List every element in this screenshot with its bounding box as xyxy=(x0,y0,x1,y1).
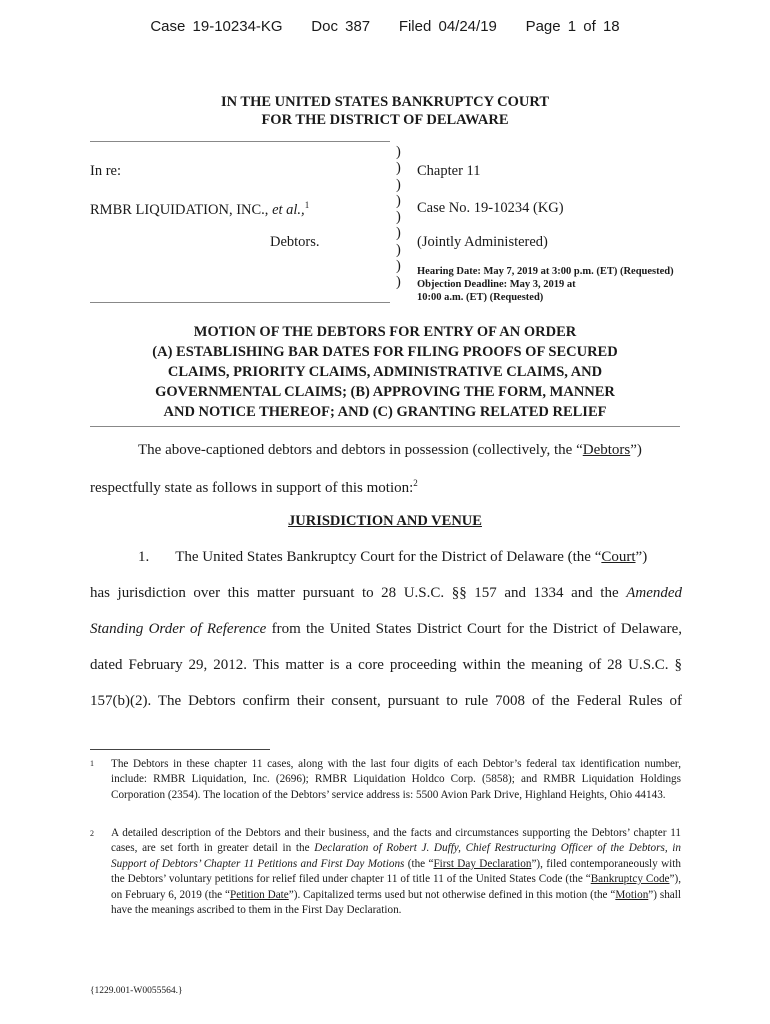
footnote-ref-2: 2 xyxy=(413,478,418,488)
para-number: 1. xyxy=(138,549,150,565)
footnote-2: A detailed description of the Debtors and their business, and the facts and circumstances supporting the Debtors’ chapter 11 cases, are set forth in greater detail in the Declaration of Robert J. Duffy, Chief Restructuring Officer of the Debtors, in Support of Debtors’ Chapter 11 Petitions and First Day Motions (the “First Day Declaration”), filed contemporaneously with the Debtors’ voluntary petitions for relief filed under chapter 11 of title 11 of the United States Code (the “Bankruptcy Code”), on February 6, 2019 (the “Petition Date”). Capitalized terms used but not otherwise defined in this motion (the “Motion”) shall have the meanings ascribed to them in the First Day Declaration. xyxy=(111,827,682,917)
court-name-line2: FOR THE DISTRICT OF DELAWARE xyxy=(261,112,509,128)
footnote-separator xyxy=(90,749,270,750)
motion-title-line1: MOTION OF THE DEBTORS FOR ENTRY OF AN ORDER xyxy=(193,324,577,340)
title-rule xyxy=(90,426,680,427)
caption-paren-column: ) ) ) ) ) ) ) ) ) xyxy=(396,144,401,291)
para1-line4: dated February 29, 2012. This matter is a core proceeding within the meaning of 28 U.S.C. § xyxy=(90,657,682,673)
jointly-administered-label: (Jointly Administered) xyxy=(417,234,548,250)
defined-term-court: Court xyxy=(601,549,636,565)
para1-line1: 1. The United States Bankruptcy Court for the District of Delaware (the “Court”) xyxy=(138,549,648,565)
intro-line1: The above-captioned debtors and debtors in possession (collectively, the “Debtors”) xyxy=(138,442,642,458)
defined-term-first-day-declaration: First Day Declaration xyxy=(433,857,532,870)
para1-line3: Standing Order of Reference from the United States District Court for the District of Delaware, xyxy=(90,621,683,637)
ecf-header xyxy=(0,18,770,35)
chapter-label: Chapter 11 xyxy=(417,163,481,179)
defined-term-bankruptcy-code: Bankruptcy Code xyxy=(590,873,670,886)
section-heading: JURISDICTION AND VENUE xyxy=(288,513,482,529)
debtors-label: Debtors. xyxy=(270,234,320,250)
in-re-label: In re: xyxy=(90,163,121,179)
motion-title-line2: (A) ESTABLISHING BAR DATES FOR FILING PROOFS OF SECURED xyxy=(152,344,618,360)
et-al: et al., xyxy=(272,201,305,218)
footnote-1: The Debtors in these chapter 11 cases, along with the last four digits of each Debtor’s federal tax identification number, include: RMBR Liquidation, Inc. (2696); RMBR Liquidation Holdco Corp. (5858); and RMBR Liquidation Holdings Corporation (2354). The location of the Debtors’ service address is: 5500 Avion Park Drive, Highland Heights, Ohio 44143. xyxy=(111,758,681,801)
court-name-line1: IN THE UNITED STATES BANKRUPTCY COURT xyxy=(220,94,550,110)
caption-top-rule xyxy=(90,141,390,142)
debtor-name: RMBR LIQUIDATION, INC., xyxy=(90,201,269,218)
intro-line2: respectfully state as follows in support of this motion:$^2$ xyxy=(90,478,418,496)
debtor-caption-name xyxy=(90,200,309,219)
case-number: Case 19-10234-KG xyxy=(150,18,283,35)
defined-term-motion: Motion xyxy=(615,888,649,901)
motion-title-line4: GOVERNMENTAL CLAIMS; (B) APPROVING THE FORM, MANNER xyxy=(155,384,615,400)
page-number: Page 1 of 18 xyxy=(525,18,620,35)
para1-line2: has jurisdiction over this matter pursuant to 28 U.S.C. §§ 157 and 1334 and the Amended xyxy=(90,585,683,601)
doc-number: Doc 387 xyxy=(311,18,371,35)
caption-bottom-rule xyxy=(90,302,390,303)
document-id-footer: {1229.001-W0055564.} xyxy=(90,986,183,996)
case-no-label: Case No. 19-10234 (KG) xyxy=(417,200,564,216)
motion-title-line3: CLAIMS, PRIORITY CLAIMS, ADMINISTRATIVE CLAIMS, AND xyxy=(167,364,603,380)
defined-term-debtors: Debtors xyxy=(582,442,631,458)
objection-deadline: Objection Deadline: May 3, 2019 at xyxy=(417,279,576,290)
footnote-ref-1: 1 xyxy=(304,200,310,210)
defined-term-petition-date: Petition Date xyxy=(229,888,289,901)
motion-title-line5: AND NOTICE THEREOF; AND (C) GRANTING RELATED RELIEF xyxy=(163,404,607,420)
footnote-1-mark: 1 xyxy=(90,759,94,768)
objection-time: 10:00 a.m. (ET) (Requested) xyxy=(417,292,544,303)
para1-line5: 157(b)(2). The Debtors confirm their consent, pursuant to rule 7008 of the Federal Rules of xyxy=(90,693,682,709)
footnote-2-mark: 2 xyxy=(90,829,94,838)
hearing-date: Hearing Date: May 7, 2019 at 3:00 p.m. (ET) (Requested) xyxy=(417,266,674,277)
filed-date: Filed 04/24/19 xyxy=(398,18,497,35)
